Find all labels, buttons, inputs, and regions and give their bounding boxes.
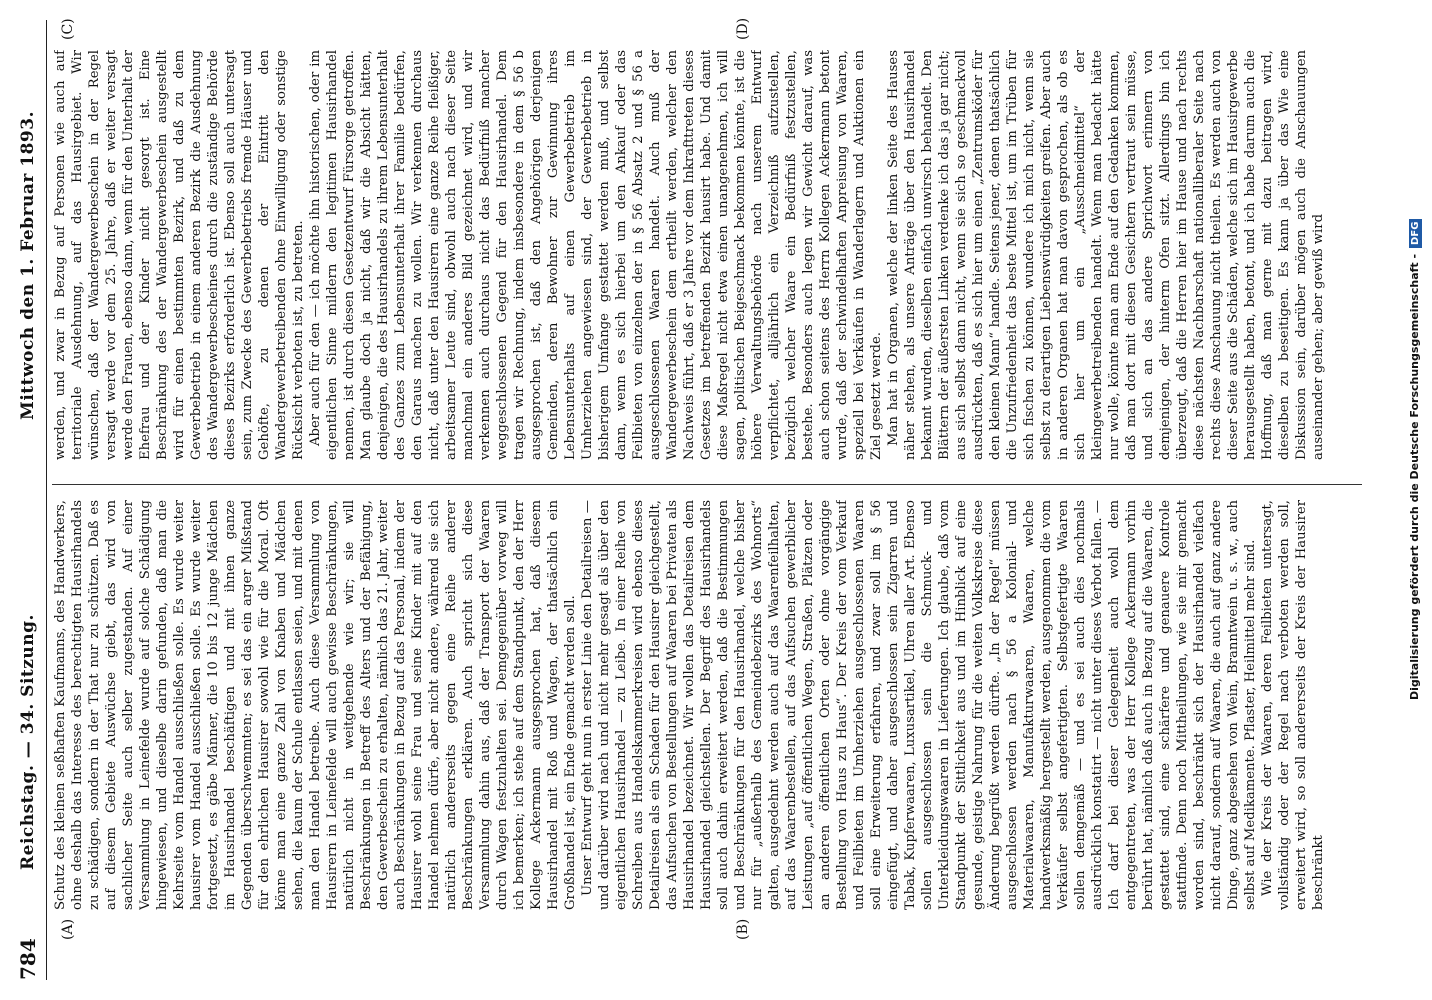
paragraph: werden, und zwar in Bezug auf Personen wie auch auf territoriale Ausdehnung, auf das Hausirgebiet. Wir wünschen, daß der Wandergewerbeschein in der Regel versagt werde vor dem 25. Jahre, daß er weiter versagt werde den Frauen, ebenso dann, wenn für den Unterhalt der Ehefrau und der Kinder nicht gesorgt ist. Eine Beschränkung des der Wandergewerbeschein ausgestellt wird für einen bestimmten Bezirk, und daß zu dem Gewerbebetrieb in einem anderen Bezirk die Ausdehnung des Wandergewerbescheines durch die zuständige Behörde dieses Bezirks erforderlich ist. Ebenso soll auch untersagt sein, zum Zwecke des Gewerbebetriebs fremde Häuser und Gehöfte, zu denen der Eintritt den Wandergewerbetreibenden ohne Einwilligung oder sonstige Rücksicht verboten ist, zu betreten. bbox=[53, 50, 306, 460]
paragraph: Wie der Kreis der Waaren, deren Feilbieten untersagt, vollständig oder der Regel nach verboten werden soll, erweitert wird, so soll andererseits der Kreis der Hausirer beschränkt bbox=[1260, 500, 1326, 910]
right-text-column bbox=[52, 50, 1367, 460]
paragraph: Aber auch für den — ich möchte ihn historischen, oder im eigentlichen Sinne mildern den legitimen Hausirhandel nennen, ist durch diesen Gesetzentwurf Fürsorge getroffen. Man glaube doch ja nicht, daß wir die Absicht hätten, denjenigen, die des Hausirhandels zu ihrem Lebensunterhalt des Ganzes zum Lebensunterhalt ihrer Familie bedürfen, den Garaus machen zu wollen. Wir verkennen durchaus nicht, daß unter den Hausirern eine ganze Reihe fleißiger, arbeitsamer Leute sind, obwohl auch nach dieser Seite manchmal ein anderes Bild gezeichnet wird, und wir verkennen auch durchaus nicht das Bedürfniß mancher weggeschlossenen Gegend für den Hausirhandel. Dem tragen wir Rechnung, indem insbesondere in dem § 56 b ausgesprochen ist, daß den Angehörigen derjenigen Gemeinden, deren Bewohner zur Gewinnung ihres Lebensunterhalts auf einen Gewerbebetrieb im Umherziehen angewiesen sind, der Gewerbebetrieb in bisherigem Umfange gestattet werden muß, und selbst dann, wenn es sich hierbei um den Ankauf oder das Feilbieten von einzelnen der in § 56 Absatz 2 und § 56 a ausgeschlossenen Waaren handelt. Auch muß der Wandergewerbeschein dem ertheilt werden, welcher den Nachweis führt, daß er 3 Jahre vor dem Inkrafttreten dieses Gesetzes im betreffenden Bezirk hausirt habe. Und damit diese Maßregel nicht etwa einen unangenehmen, ich will sagen, politischen Beigeschmack bekommen könnte, ist die höhere Verwaltungsbehörde nach unserem Entwurf verpflichtet, alljährlich ein Verzeichniß aufzustellen, bezüglich welcher Waare ein Bedürfniß festzustellen, bestehe. Besonders auch legen wir Gewicht darauf, was auch schon seitens des Herrn Kollegen Ackermann betont wurde, daß der schwindelhaften Anpreisung von Waaren, speziell bei Verkäufen in Wanderlagern und Auktionen ein Ziel gesetzt werde. bbox=[308, 50, 884, 460]
page-number: 784 bbox=[16, 938, 40, 980]
dfg-logo: DFG bbox=[1409, 219, 1422, 248]
paragraph: Schutz des kleinen seßhaften Kaufmanns, des Handwerkers, ohne deshalb das Interesse des berechtigten Hausirhandels zu schädigen, sondern in der That nur zu schützen. Daß es auf diesem Gebiete Auswüchse giebt, das wird von sachlicher Seite auch selber zugestanden. Auf einer Versammlung in Leinefelde wurde auf solche Schädigung hingewiesen, und dieselbe darin gefunden, daß man die Kehrseite vom Handel ausschließen solle. Es wurde weiter hausirer vom Handel ausschließen solle. Es wurde weiter fortgesetzt, es gäbe Männer, die 10 bis 12 junge Mädchen im Hausirhandel beschäftigen und mit ihnen ganze Gegenden überschwemmten; es sei das ein arger Mißstand für den ehrlichen Hausirer sowohl wie für die Moral. Oft könne man eine ganze Zahl von Knaben und Mädchen sehen, die kaum der Schule entlassen seien, und mit denen man den Handel betreibe. Auch diese Versammlung von Hausirern in Leinefelde will auch gewisse Beschränkungen, natürlich nicht in weitgehende wie wir; sie will Beschränkungen in Betreff des Alters und der Befähigung, den Gewerbeschein zu erhalten, nämlich das 21. Jahr, weiter auch Beschränkungen in Bezug auf das Personal, indem der Hausirer wohl seine Frau und seine Kinder mit auf den Handel nehmen dürfe, aber nicht andere, während sie sich natürlich andererseits gegen eine Reihe anderer Beschränkungen erklären. Auch spricht sich diese Versammlung dahin aus, daß der Transport der Waaren durch Wagen festzuhalten sei. Demgegenüber vorweg will ich bemerken; ich stehe auf dem Standpunkt, den der Herr Kollege Ackermann ausgesprochen hat, daß diesem Hausirhandel mit Roß und Wagen, der thatsächlich ein Großhandel ist, ein Ende gemacht werden soll. bbox=[53, 500, 578, 910]
left-running-title: Reichstag. — 34. Sitzung. bbox=[18, 614, 38, 870]
margin-marker-a: (A) bbox=[60, 918, 76, 940]
paragraph: Unser Entwurf geht nun in erster Linie den Detailreisen — und darüber wird nach und nicht mehr gesagt als über den eigentlichen Hausirhandel — zu Leibe. In einer Reihe von Schreiben aus Handelskammerkreisen wird ebenso dieses Detailreisen als ein Schaden für den Hausirer gleichgestellt, das Aufsuchen von Bestellungen auf Waaren bei Privaten als Hausirhandel bezeichnet. Wir wollen das Detailreisen dem Hausirhandel gleichstellen. Der Begriff des Hausirhandels soll auch dahin erweitert werden, daß die Bestimmungen und Beschränkungen für den Hausirhandel, welche bisher nur für „außerhalb des Gemeindebezirks des Wohnorts“ galten, ausgedehnt werden auch auf das Waarenfeilhalten, auf das Waarenbestellen, auf das Aufsuchen gewerblicher Leistungen „auf öffentlichen Wegen, Straßen, Plätzen oder an anderen öffentlichen Orten oder ohne vorgängige Bestellung von Haus zu Haus“. Der Kreis der vom Verkauf und Feilbieten im Umherziehen ausgeschlossenen Waaren soll eine Erweiterung erfahren, und zwar soll im § 56 eingefügt, und daher ausgeschlossen sein Zigarren und Tabak, Kupferwaaren, Luxusartikel, Uhren aller Art. Ebenso sollen ausgeschlossen sein die Schmuck- und Unterkleidungswaaren in Lieferungen. Ich glaube, daß vom Standpunkt der Sittlichkeit aus und im Hinblick auf eine gesunde, geistige Nahrung für die weiten Volkskreise diese Änderung begrüßt werden dürfte. „In der Regel“ müssen ausgeschlossen werden nach § 56 a Kolonial- und Materialwaaren, Manufakturwaaren, Waaren, welche handwerksmäßig hergestellt werden, ausgenommen die vom Verkäufer selbst angefertigten. Selbstgefertigte Waaren sollen demgemäß — und es sei auch dies nochmals ausdrücklich konstatirt — nicht unter dieses Verbot fallen. — Ich darf bei dieser Gelegenheit auch wohl dem entgegentreten, was der Herr Kollege Ackermann vorhin berührt hat, nämlich daß auch in Bezug auf die Waaren, die gestattet sind, eine schärfere und genauere Kontrole stattfinde. Denn noch Mittheilungen, wie sie mir gemacht worden sind, beschränkt sich der Hausirhandel vielfach nicht darauf, sondern auf Waaren, die auch auf ganz andere Dinge, ganz abgesehen von Wein, Branntwein u. s. w., auch selbst auf Medikamente. Pflaster, Heilmittel mehr sind. bbox=[580, 500, 1258, 910]
margin-marker-c: (C) bbox=[60, 18, 76, 40]
right-running-title: Mittwoch den 1. Februar 1893. bbox=[18, 110, 38, 420]
credit-text: Digitalisierung gefördert durch die Deutsche Forschungsgemeinschaft - bbox=[1408, 253, 1421, 700]
running-header bbox=[6, 20, 47, 980]
paragraph: Man hat in Organen, welche der linken Seite des Hauses näher stehen, als unsere Anträge über den Hausirhandel bekannt wurden, dieselben einfach unwirsch behandelt. Den Blättern der äußersten Linken verdenke ich das ja gar nicht; aus sich selbst dann nicht, wenn sie sich so geschmackvoll ausdrückten, daß es sich hier um einen „Zentrumsköder für den kleinen Mann“ handle. Seitens jener, denen thatsächlich die Unzufriedenheit das beste Mittel ist, um im Trüben für sich fischen zu können, wundere ich mich nicht, wenn sie selbst zu derartigen Liebenswürdigkeiten greifen. Aber auch in anderen Organen hat man davon gesprochen, als ob es sich hier um ein „Ausschneidmittel“ der kleingewerbetreibenden handelt. Wenn man bedacht hätte nur wolle, könnte man am Ende auf den Gedanken kommen, daß man dort mit diesen Gesichtern vertraut sein müsse, und sich an das andere Sprichwort erinnern von demjenigen, der hinterm Ofen sitzt. Allerdings bin ich überzeugt, daß die Herren hier im Hause und nach rechts diese nächsten Nachbarschaft nationalliberaler Seite nach rechts diese Anschauung nicht theilen. Es werden auch von dieser Seite aus die Schäden, welche sich im Hausirgewerbe herausgestellt haben, betont, und ich habe darum auch die Hoffnung, daß man gerne mit dazu beitragen wird, dieselben zu beseitigen. Es kann ja über das Wie eine Diskussion sein, darüber mögen auch die Anschauungen auseinander gehen; aber gewiß wird bbox=[886, 50, 1326, 460]
margin-marker-d: (D) bbox=[735, 17, 751, 40]
column-divider bbox=[52, 484, 1362, 485]
margin-marker-b: (B) bbox=[735, 918, 751, 940]
digitization-credit bbox=[1408, 0, 1422, 700]
left-text-column bbox=[52, 500, 1367, 910]
